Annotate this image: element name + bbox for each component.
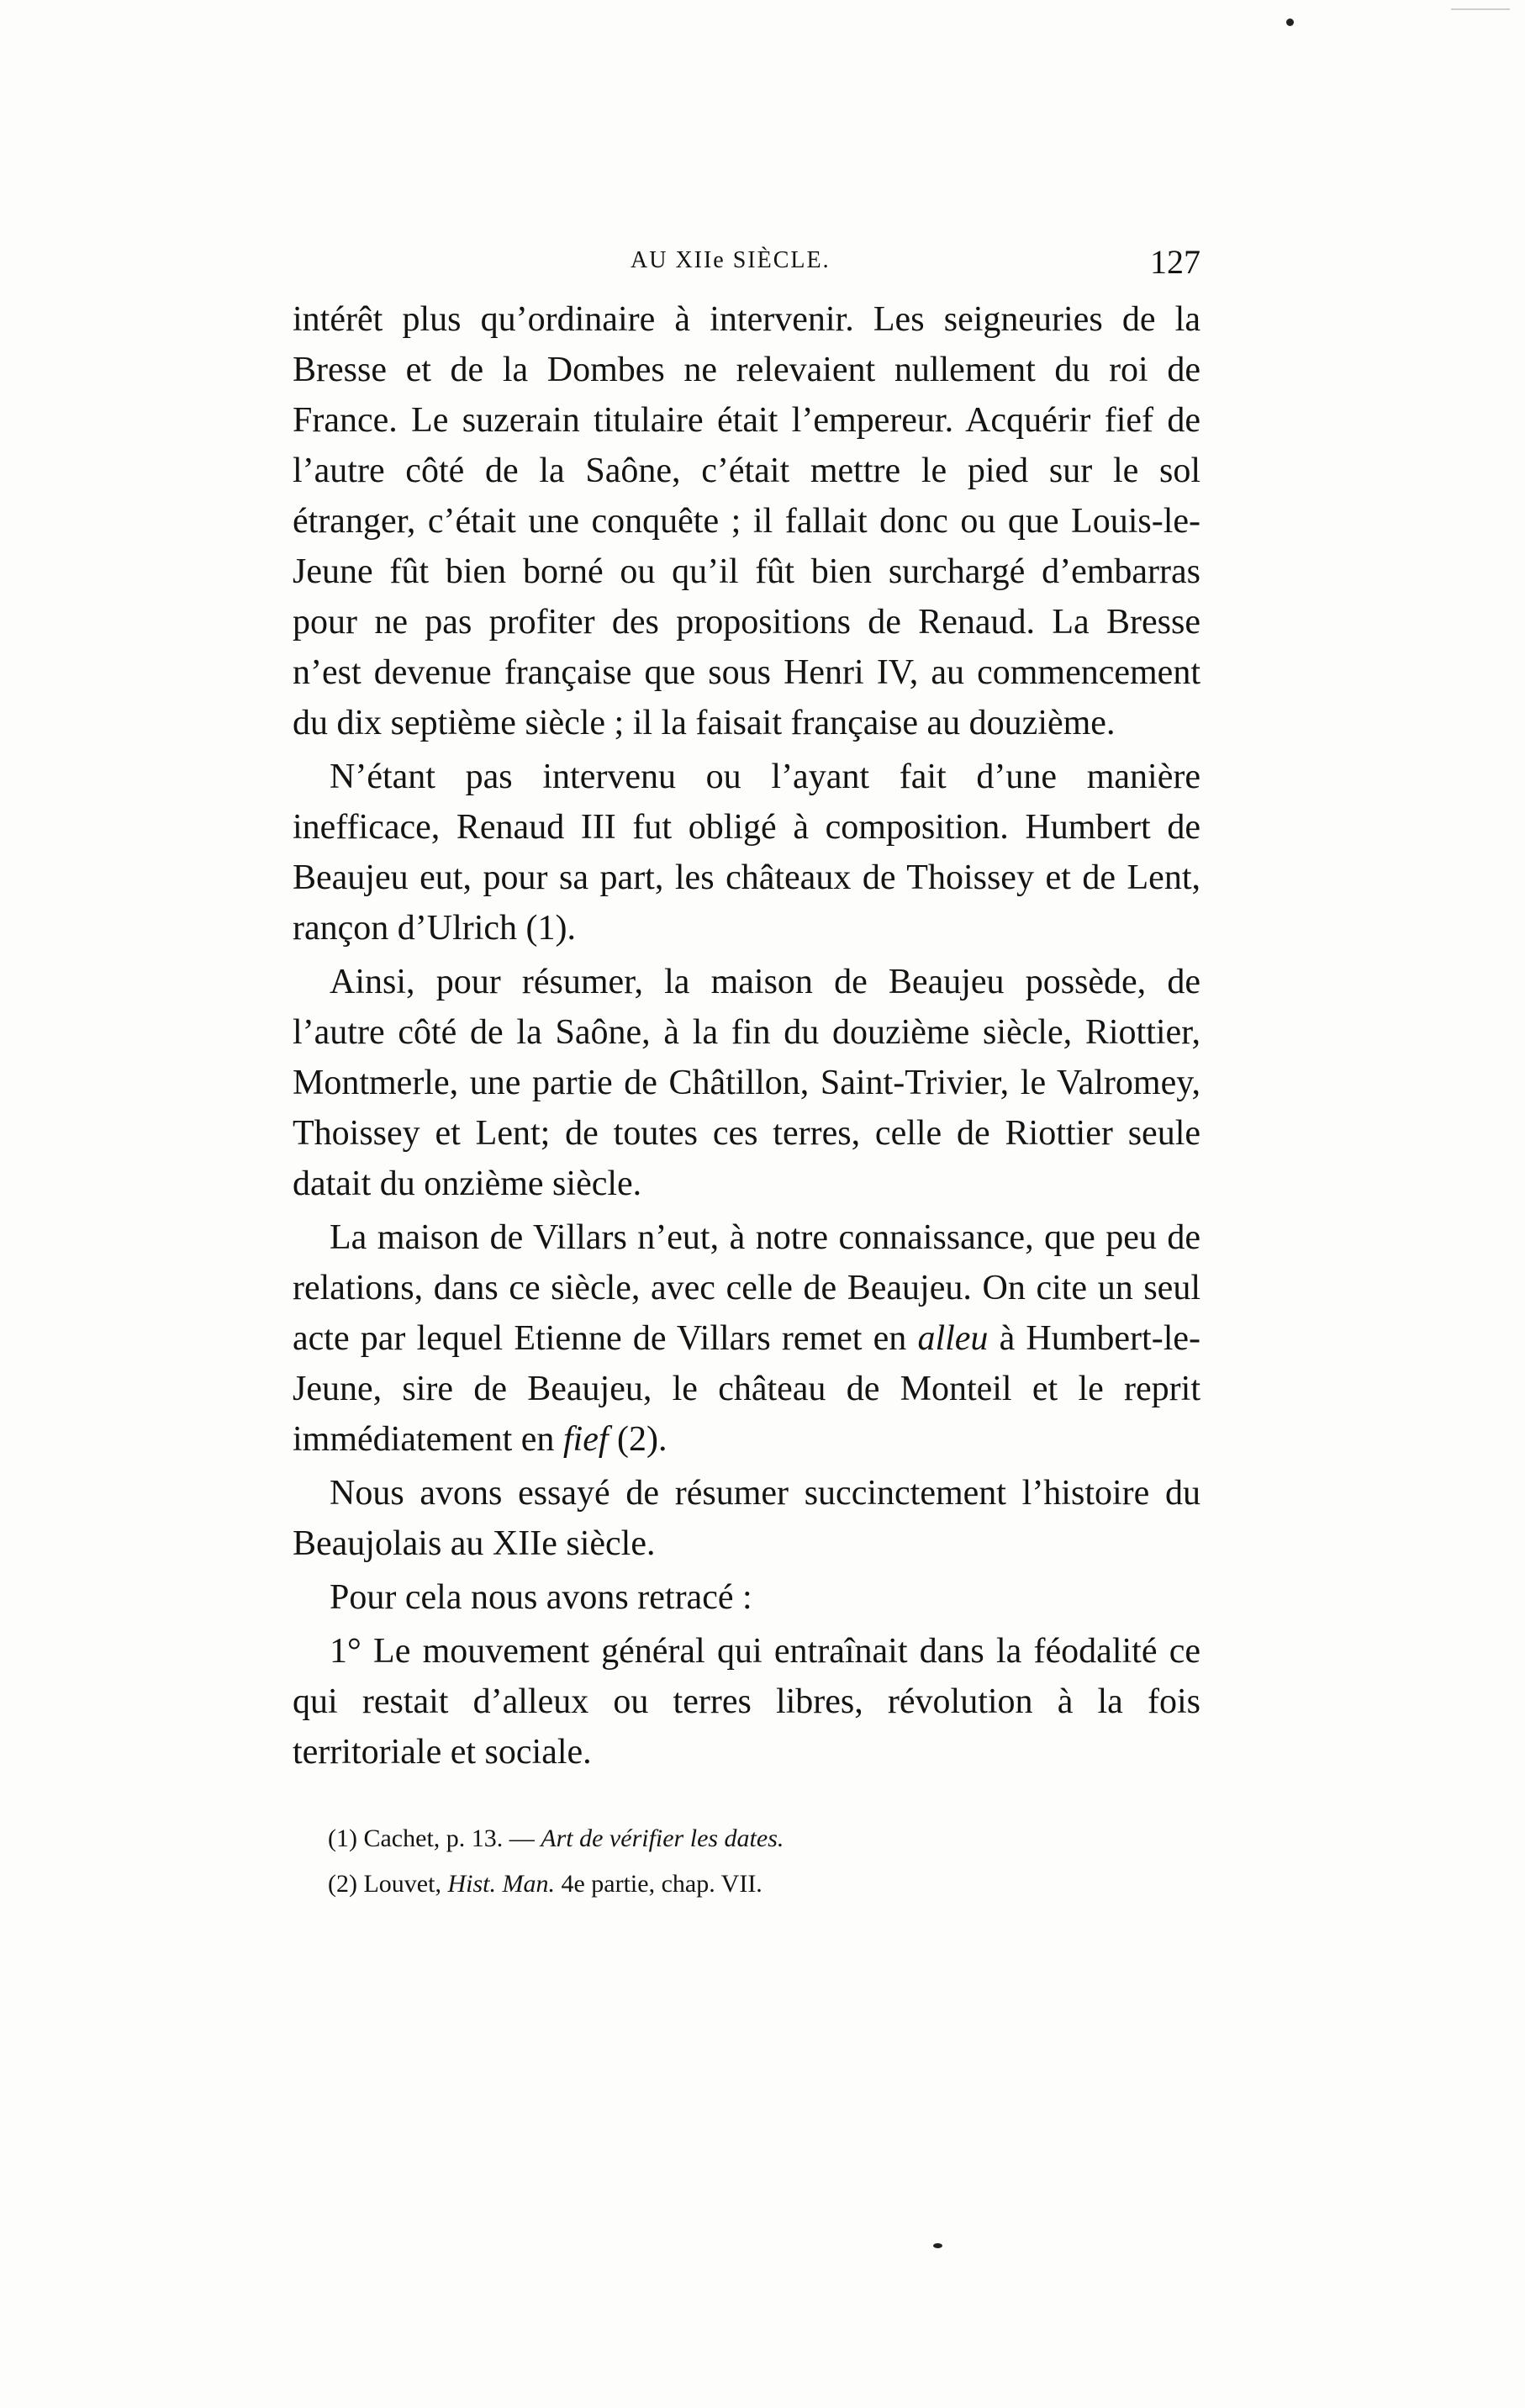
footnote-italic: Art de vérifier les dates. xyxy=(541,1824,784,1852)
paragraph-villars xyxy=(293,1212,1200,1465)
running-header xyxy=(293,242,1200,284)
text-run: à Humbert-le-Jeune, sire de Beaujeu, le château de Monteil et le reprit immédiatement en xyxy=(293,1319,1200,1459)
footnote-text: Cachet, p. 13. — xyxy=(356,1824,541,1852)
footnote-text: 4e partie, chap. VII. xyxy=(554,1870,762,1898)
page-number: 127 xyxy=(1150,243,1200,281)
italic-term: alleu xyxy=(917,1319,989,1358)
footnote-marker: (1) xyxy=(328,1824,357,1852)
footnotes xyxy=(328,1816,1169,1907)
body-text xyxy=(293,294,1200,1781)
footnote-text: Louvet, xyxy=(356,1870,448,1898)
paragraph: intérêt plus qu’ordinaire à intervenir. Les seigneuries de la Bresse et de la Dombes ne relevaient nullement du roi de France. Le suzerain titulaire était l’empereur. Acquérir fief de l’autre côté de la Saône, c’était mettre le pied sur le sol étranger, c’était une conquête ; il fallait donc ou que Louis-le-Jeune fût bien borné ou qu’il fût bien surchargé d’embarras pour ne pas profiter des propositions de Renaud. La Bresse n’est devenue française que sous Henri IV, au commencement du dix septième siècle ; il la faisait française au douzième. xyxy=(293,300,1200,742)
footnote-marker: (2) xyxy=(328,1870,357,1898)
running-title: AU XIIe SIÈCLE. xyxy=(631,247,831,273)
paragraph: 1° Le mouvement général qui entraînait dans la féodalité ce qui restait d’alleux ou terres libres, révolution à la fois territoriale et sociale. xyxy=(293,1632,1200,1772)
footnote-italic: Hist. Man. xyxy=(447,1870,555,1898)
paragraph: Pour cela nous avons retracé : xyxy=(330,1578,752,1617)
footnote-1 xyxy=(328,1816,1169,1861)
text-run: La maison de Villars n’eut, à notre connaissance, que peu de relations, dans ce siècle, avec celle de Beaujeu. On cite un seul acte par lequel Etienne de Villars remet en xyxy=(293,1218,1200,1358)
scan-edge-line xyxy=(1451,8,1510,10)
paragraph: Ainsi, pour résumer, la maison de Beaujeu possède, de l’autre côté de la Saône, à la fin du douzième siècle, Riottier, Montmerle, une partie de Châtillon, Saint-Trivier, le Valromey, Thoissey et Lent; de toutes ces terres, celle de Riottier seule datait du onzième siècle. xyxy=(293,963,1200,1203)
ink-speck xyxy=(933,2243,942,2248)
footnote-2 xyxy=(328,1861,1169,1907)
italic-term: fief xyxy=(562,1420,609,1459)
text-run: (2). xyxy=(608,1420,668,1459)
paragraph: N’étant pas intervenu ou l’ayant fait d’une manière inefficace, Renaud III fut obligé à composition. Humbert de Beaujeu eut, pour sa part, les châteaux de Thoissey et de Lent, rançon d’Ulrich (1). xyxy=(293,758,1200,948)
ink-speck xyxy=(1286,18,1294,26)
paragraph: Nous avons essayé de résumer succinctement l’histoire du Beaujolais au XIIe siècle. xyxy=(293,1474,1200,1563)
